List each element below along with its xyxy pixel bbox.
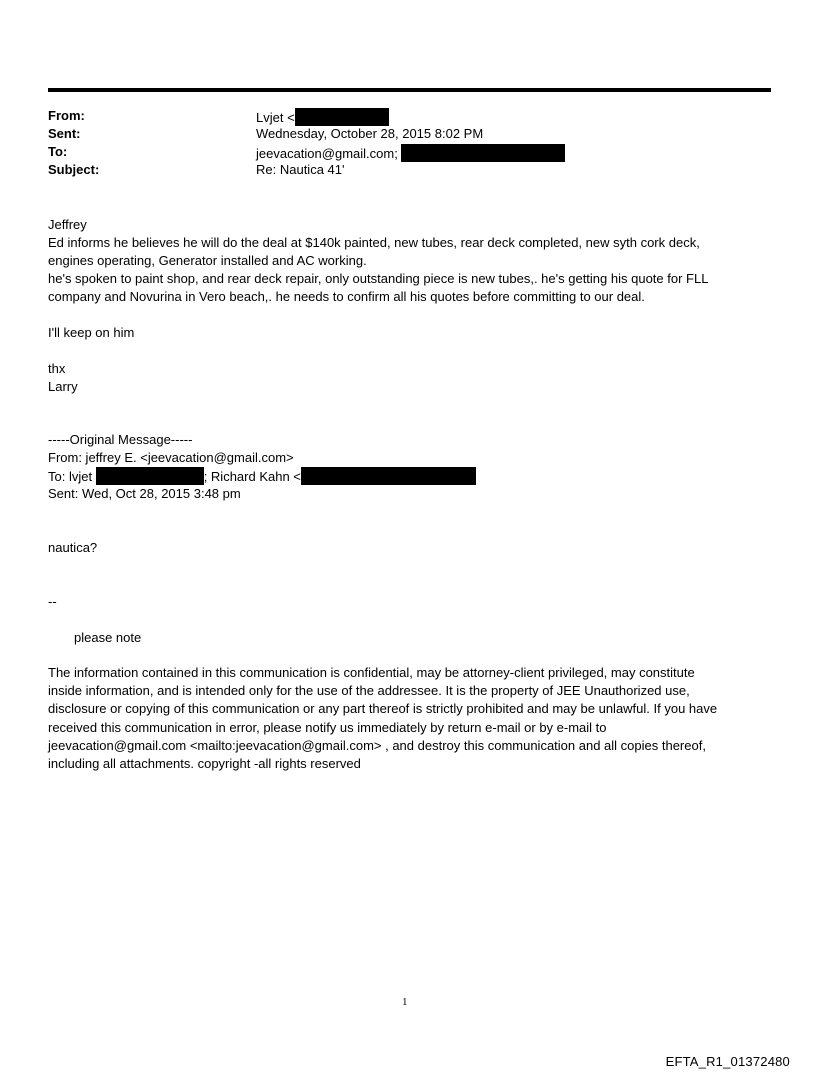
disclaimer-line: The information contained in this communication is confidential, may be attorney-client privileged, may constitute — [48, 665, 695, 680]
disclaimer-line: inside information, and is intended only for the use of the addressee. It is the property of JEE Unauthorized use, — [48, 683, 690, 699]
keep-line: I'll keep on him — [48, 325, 135, 340]
thx-line: thx — [48, 361, 66, 376]
disclaimer-line: disclosure or copying of this communication or any part thereof is strictly prohibited and may be unlawful. If you have — [48, 701, 718, 717]
document-id: EFTA_R1_01372480 — [665, 1054, 790, 1069]
redaction-block — [96, 467, 204, 485]
redaction-block — [295, 108, 389, 126]
message-line: company and Novurina in Vero beach,. he needs to confirm all his quotes before committing to our deal. — [48, 289, 645, 304]
original-divider: -----Original Message----- — [48, 432, 193, 447]
greeting: Jeffrey — [48, 217, 87, 232]
redaction-block — [301, 467, 476, 485]
original-to-middle: ; Richard Kahn < — [203, 469, 301, 484]
original-to — [48, 467, 476, 486]
original-from: From: jeffrey E. <jeevacation@gmail.com> — [48, 450, 294, 465]
subject-label: Subject: — [48, 162, 100, 177]
message-line: Ed informs he believes he will do the deal at $140k painted, new tubes, rear deck completed, new syth cork deck, — [48, 235, 700, 250]
sent-label: Sent: — [48, 126, 81, 141]
original-to-prefix: To: lvjet — [48, 469, 96, 484]
subject-row — [48, 162, 771, 180]
header-rule — [48, 88, 771, 92]
email-header — [48, 108, 771, 180]
disclaimer-line: including all attachments. copyright -all rights reserved — [48, 756, 361, 772]
signature-separator: -- — [48, 594, 57, 609]
from-label: From: — [48, 108, 85, 123]
disclaimer — [48, 664, 770, 773]
from-value — [256, 108, 389, 126]
message-line: engines operating, Generator installed and AC working. — [48, 253, 367, 268]
to-row — [48, 144, 771, 162]
original-body: nautica? — [48, 540, 98, 555]
sent-row — [48, 126, 771, 144]
original-sent: Sent: Wed, Oct 28, 2015 3:48 pm — [48, 486, 241, 501]
to-text: jeevacation@gmail.com; — [256, 146, 402, 161]
to-value — [256, 144, 565, 162]
redaction-block — [401, 144, 565, 162]
page-number: 1 — [402, 996, 408, 1008]
sent-value: Wednesday, October 28, 2015 8:02 PM — [256, 126, 484, 141]
disclaimer-line: jeevacation@gmail.com <mailto:jeevacation@gmail.com> , and destroy this communication and all copies thereof, — [48, 737, 706, 753]
from-text: Lvjet < — [256, 110, 295, 125]
disclaimer-line: received this communication in error, please notify us immediately by return e-mail or by e-mail to — [48, 719, 607, 735]
subject-value: Re: Nautica 41' — [256, 162, 345, 177]
please-note: please note — [74, 630, 142, 645]
from-row — [48, 108, 771, 126]
signature: Larry — [48, 379, 78, 394]
to-label: To: — [48, 144, 68, 159]
message-line: he's spoken to paint shop, and rear deck repair, only outstanding piece is new tubes,. he's getting his quote for FLL — [48, 271, 709, 286]
